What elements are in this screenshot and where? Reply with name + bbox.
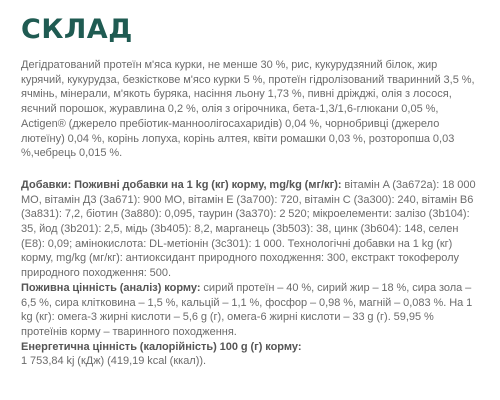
- page-title: СКЛАД: [21, 14, 133, 45]
- additives-paragraph: [21, 178, 480, 281]
- additives-text: вітамін A (3a672a): 18 000 МО, вітамін Д3 (3a671): 900 МО, вітамін E (3a700): 720, вітамін C (3a300): 240, вітамін B6 (3a831): 7,2, біотин (3a880): 0,095, таурин (3a370): 2 520; мікроелементи: залізо (3b104): 35, йод (3b201): 2,5, мідь (3b405): 8,2, марганець (3b503): 38, цинк (3b604): 148, селен (E8): 0,09; амінокислота: DL-метіонін (3c301): 1 000. Технологічні добавки на 1 kg (кг) корму, mg/kg (мг/кг): антиоксидант природного походження: 300, екстракт токоферолу природного походження: 500.: [21, 178, 476, 280]
- nutrition-label: Поживна цінність (аналіз) корму:: [21, 281, 201, 294]
- nutrition-text: сирий протеїн – 40 %, сирий жир – 18 %, сира зола – 6,5 %, сира клітковина – 1,5 %, кальцій – 1,1 %, фосфор – 0,98 %, магній – 0,083 %. На 1 kg (кг): омега-3 жирні кислоти – 5,6 g (г), омега-6 жирні кислоти – 33 g (г). 59,95 % протеїнів корму – тваринного походження.: [21, 281, 473, 338]
- ingredients-text: Дегідратований протеїн м'яса курки, не менше 30 %, рис, кукурудзяний білок, жир курячий, кукурудза, безкісткове м'ясо курки 5 %, протеїн гідролізований тваринний 3,5 %, ячмінь, мінерали, м'якоть буряка, насіння льону 1,73 %, пивні дріжджі, олія з лосося, яєчний порошок, журавлина 0,2 %, олія з огірочника, бета-1,3/1,6-глюкани 0,05 %, Actigen® (джерело пребіотик-манноолігосахаридів) 0,04 %, чорнобривці (джерело лютеїну) 0,04 %, корінь лопуха, корінь алтея, квіти ромашки 0,03 %, розторопша 0,03 %,чебрець 0,015 %.: [21, 59, 475, 160]
- energy-value: 1 753,84 kj (кДж) (419,19 kcal (ккал)).: [21, 355, 207, 368]
- additives-label: Добавки: Поживні добавки на 1 kg (кг) корму, mg/kg (мг/кг):: [21, 178, 342, 191]
- energy-label: Енергетична цінність (калорійність) 100 g (г) корму:: [21, 340, 302, 353]
- nutrition-paragraph: [21, 281, 480, 340]
